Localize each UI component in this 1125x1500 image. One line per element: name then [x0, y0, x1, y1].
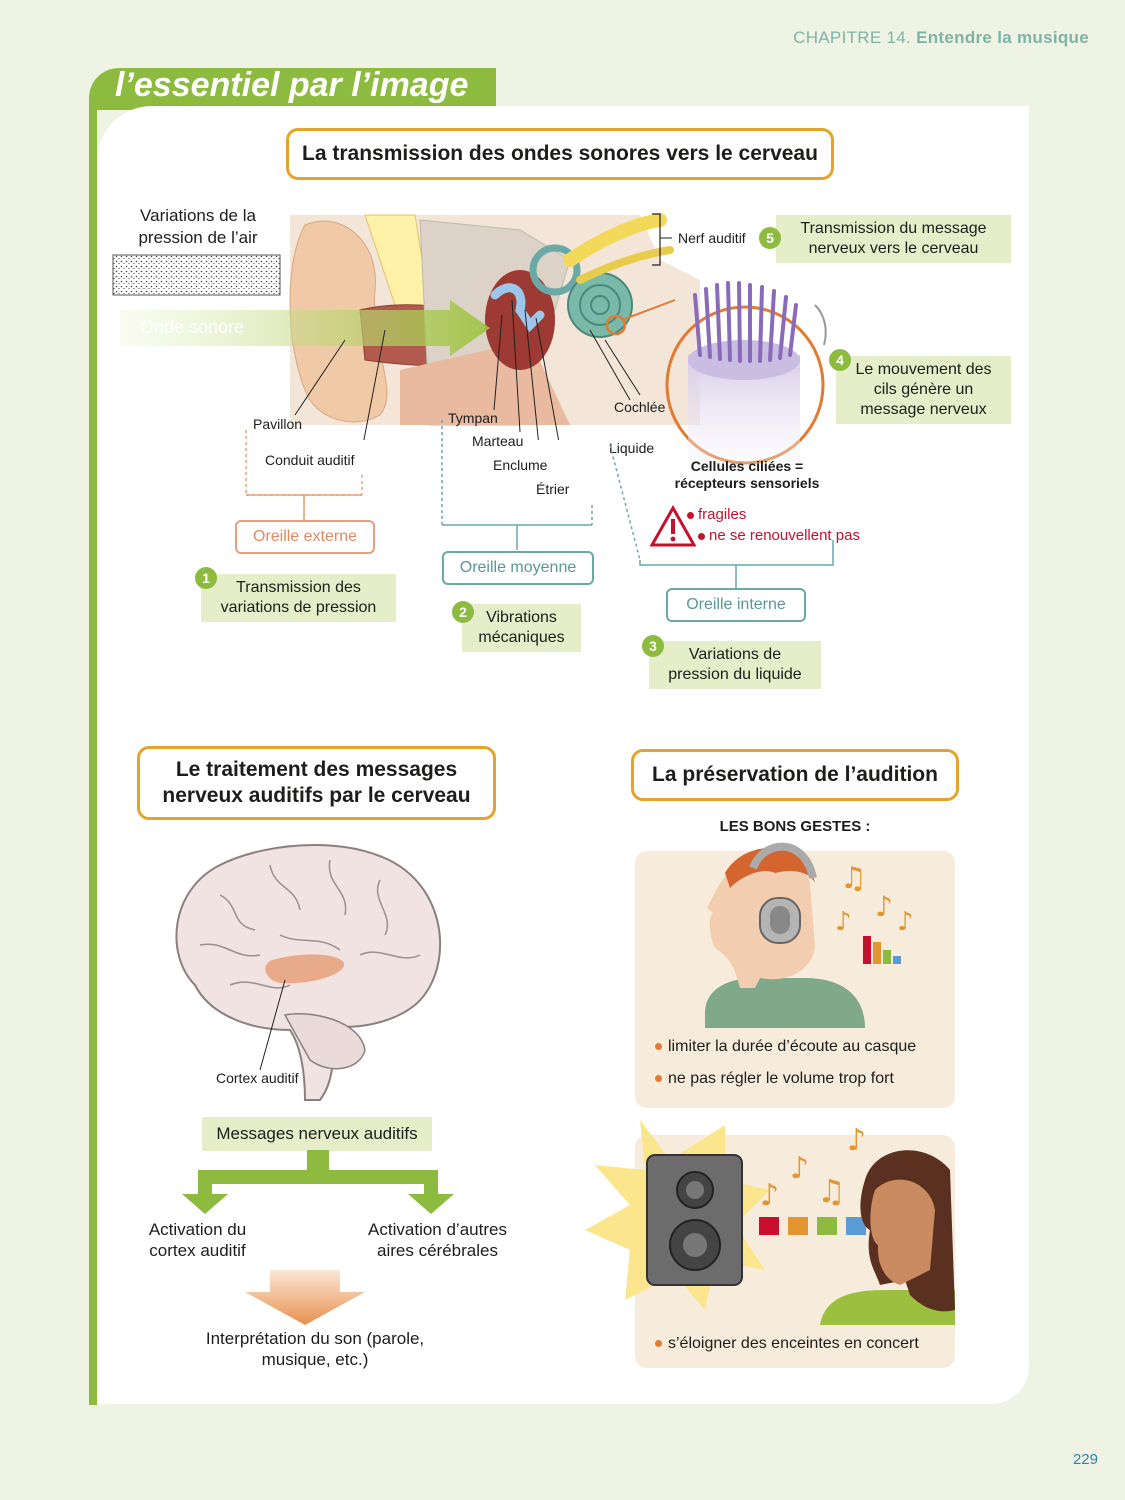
good-gestures-subtitle: LES BONS GESTES :	[719, 818, 871, 835]
split-arrows	[170, 1150, 470, 1220]
concert-illustration	[585, 1110, 955, 1330]
chapter-header	[793, 28, 1089, 48]
step-3-badge: 3	[642, 635, 664, 657]
label-cortex: Cortex auditif	[216, 1070, 299, 1086]
pressure-pattern	[113, 255, 280, 295]
sound-wave-label: Onde sonore	[140, 317, 245, 337]
label-liquide: Liquide	[609, 440, 655, 456]
warning-item-1: fragiles	[687, 506, 746, 523]
label-nerf-auditif: Nerf auditif	[678, 230, 746, 246]
step-4-text: Le mouvement des cils génère un message nerveux	[836, 356, 1011, 424]
chapter-number: CHAPITRE 14.	[793, 28, 912, 47]
svg-text:♪: ♪	[847, 1123, 867, 1158]
label-conduit: Conduit auditif	[265, 452, 355, 468]
label-etrier: Étrier	[536, 481, 570, 497]
warning-item-2: ne se renouvellent pas	[698, 527, 860, 544]
label-pavillon: Pavillon	[253, 416, 303, 432]
step-1-badge: 1	[195, 567, 217, 589]
air-pressure-label: Variations de la pression de l’air	[138, 206, 258, 247]
svg-text:♫: ♫	[840, 861, 867, 896]
card2-bullet-1: s’éloigner des enceintes en concert	[655, 1335, 919, 1353]
card1-bullet-1: limiter la durée d’écoute au casque	[655, 1038, 916, 1056]
step-5-badge: 5	[759, 227, 781, 249]
svg-text:♪: ♪	[760, 1178, 780, 1213]
brain-illustration	[160, 835, 460, 1110]
ear-part-interne: Oreille interne	[666, 588, 806, 622]
svg-text:♪: ♪	[897, 907, 914, 937]
headphones-illustration	[635, 838, 955, 1028]
ear-part-externe: Oreille externe	[235, 520, 375, 554]
green-border	[89, 100, 97, 1405]
chapter-title: Entendre la musique	[916, 28, 1089, 47]
middle-ear-cavity	[485, 270, 555, 370]
ear-part-moyenne: Oreille moyenne	[442, 551, 594, 585]
label-cochlee: Cochlée	[614, 399, 666, 415]
label-marteau: Marteau	[472, 433, 524, 449]
svg-text:♫: ♫	[817, 1172, 846, 1210]
step-4-badge: 4	[829, 349, 851, 371]
label-cellules: Cellules ciliées = récepteurs sensoriels	[674, 458, 820, 491]
preservation-title: La préservation de l’audition	[631, 749, 959, 801]
transmission-title: La transmission des ondes sonores vers le cerveau	[286, 128, 834, 180]
step-3-text: Variations de pression du liquide	[649, 641, 821, 689]
section-title: l’essentiel par l’image	[115, 66, 469, 104]
svg-text:♪: ♪	[875, 890, 893, 923]
label-tympan: Tympan	[448, 410, 498, 426]
step-5-text: Transmission du message nerveux vers le cerveau	[776, 215, 1011, 263]
label-enclume: Enclume	[493, 457, 548, 473]
card1-bullet-2: ne pas régler le volume trop fort	[655, 1070, 894, 1088]
brain-title: Le traitement des messages nerveux auditifs par le cerveau	[137, 746, 496, 820]
activation-left: Activation du cortex auditif	[148, 1220, 247, 1260]
interpretation-text: Interprétation du son (parole, musique, etc.)	[205, 1329, 425, 1369]
messages-box: Messages nerveux auditifs	[202, 1117, 432, 1151]
step-2-badge: 2	[452, 601, 474, 623]
step-1-text: Transmission des variations de pression	[201, 574, 396, 622]
svg-text:♪: ♪	[790, 1151, 810, 1186]
activation-right: Activation d’autres aires cérébrales	[368, 1220, 507, 1260]
interpretation-arrow	[240, 1270, 370, 1326]
page-number: 229	[1072, 1451, 1098, 1468]
step-2-text: Vibrations mécaniques	[462, 604, 581, 652]
svg-text:♪: ♪	[835, 907, 852, 937]
